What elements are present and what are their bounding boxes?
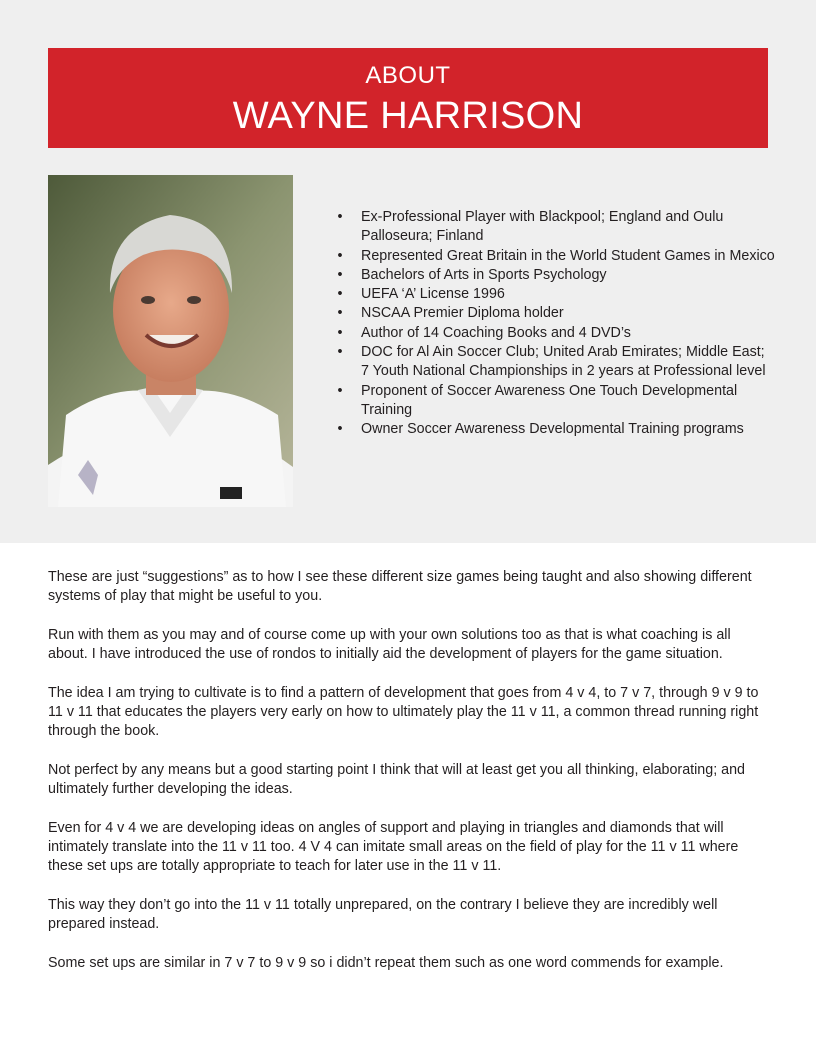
bullet-icon: • (337, 286, 343, 303)
bullet-icon: • (337, 344, 343, 361)
paragraph: These are just “suggestions” as to how I see these different size games being taught and also showing different systems of play that might be useful to you. (48, 569, 752, 605)
bullet-icon: • (337, 324, 343, 341)
portrait-illustration (48, 175, 293, 507)
credentials-list (336, 208, 776, 440)
list-item-text: NSCAA Premier Diploma holder (361, 305, 564, 322)
paragraph: The idea I am trying to cultivate is to find a pattern of development that goes from 4 v 4, to 7 v 7, through 9 v 9 to 11 v 11 that educates the players very early on how to ultimately play the 11 v 11, a common thread running right through the book. (48, 684, 759, 740)
paragraph: Even for 4 v 4 we are developing ideas on angles of support and playing in triangles and diamonds that will intimately translate into the 11 v 11 too. 4 V 4 can imitate small areas on the field of play for the 11 v 11 where these set ups are totally appropriate to teach for later use in the 11 v 11. (48, 819, 739, 875)
list-item-text: Owner Soccer Awareness Developmental Training programs (361, 421, 744, 438)
list-item (336, 343, 776, 382)
bullet-icon: • (337, 305, 343, 322)
list-item-text: UEFA ‘A’ License 1996 (361, 286, 505, 303)
list-item (336, 247, 776, 266)
list-item-text: Bachelors of Arts in Sports Psychology (361, 266, 607, 283)
list-item-text: Ex-Professional Player with Blackpool; England and Oulu Palloseura; Finland (361, 209, 724, 245)
list-item (336, 304, 776, 323)
banner-kicker: ABOUT (365, 62, 451, 89)
list-item (336, 382, 776, 421)
list-item (336, 208, 776, 247)
title-banner (48, 48, 768, 148)
list-item-text: Represented Great Britain in the World Student Games in Mexico (361, 247, 775, 264)
paragraph: This way they don’t go into the 11 v 11 totally unprepared, on the contrary I believe they are incredibly well prepared instead. (48, 897, 718, 933)
bullet-icon: • (337, 266, 343, 283)
bullet-icon: • (337, 209, 343, 225)
bullet-icon: • (337, 421, 343, 438)
body-copy (48, 568, 770, 993)
paragraph: Run with them as you may and of course come up with your own solutions too as that is what coaching is all about. I have introduced the use of rondos to initially aid the development of players for the game situation. (48, 626, 731, 663)
list-item-text: Proponent of Soccer Awareness One Touch Developmental Training (361, 382, 738, 418)
bullet-icon: • (337, 247, 343, 264)
list-item-text: DOC for Al Ain Soccer Club; United Arab Emirates; Middle East; 7 Youth National Championships in 2 years at Professional level (361, 344, 766, 380)
banner-name: WAYNE HARRISON (232, 95, 584, 137)
list-item (336, 324, 776, 343)
list-item (336, 266, 776, 285)
list-item (336, 420, 776, 439)
bullet-icon: • (337, 382, 343, 399)
paragraph: Some set ups are similar in 7 v 7 to 9 v 9 so i didn’t repeat them such as one word commends for example. (48, 954, 724, 971)
list-item (336, 285, 776, 304)
list-item-text: Author of 14 Coaching Books and 4 DVD’s (361, 324, 631, 341)
profile-photo (48, 175, 293, 507)
paragraph: Not perfect by any means but a good starting point I think that will at least get you all thinking, elaborating; and ultimately further developing the ideas. (48, 761, 745, 798)
